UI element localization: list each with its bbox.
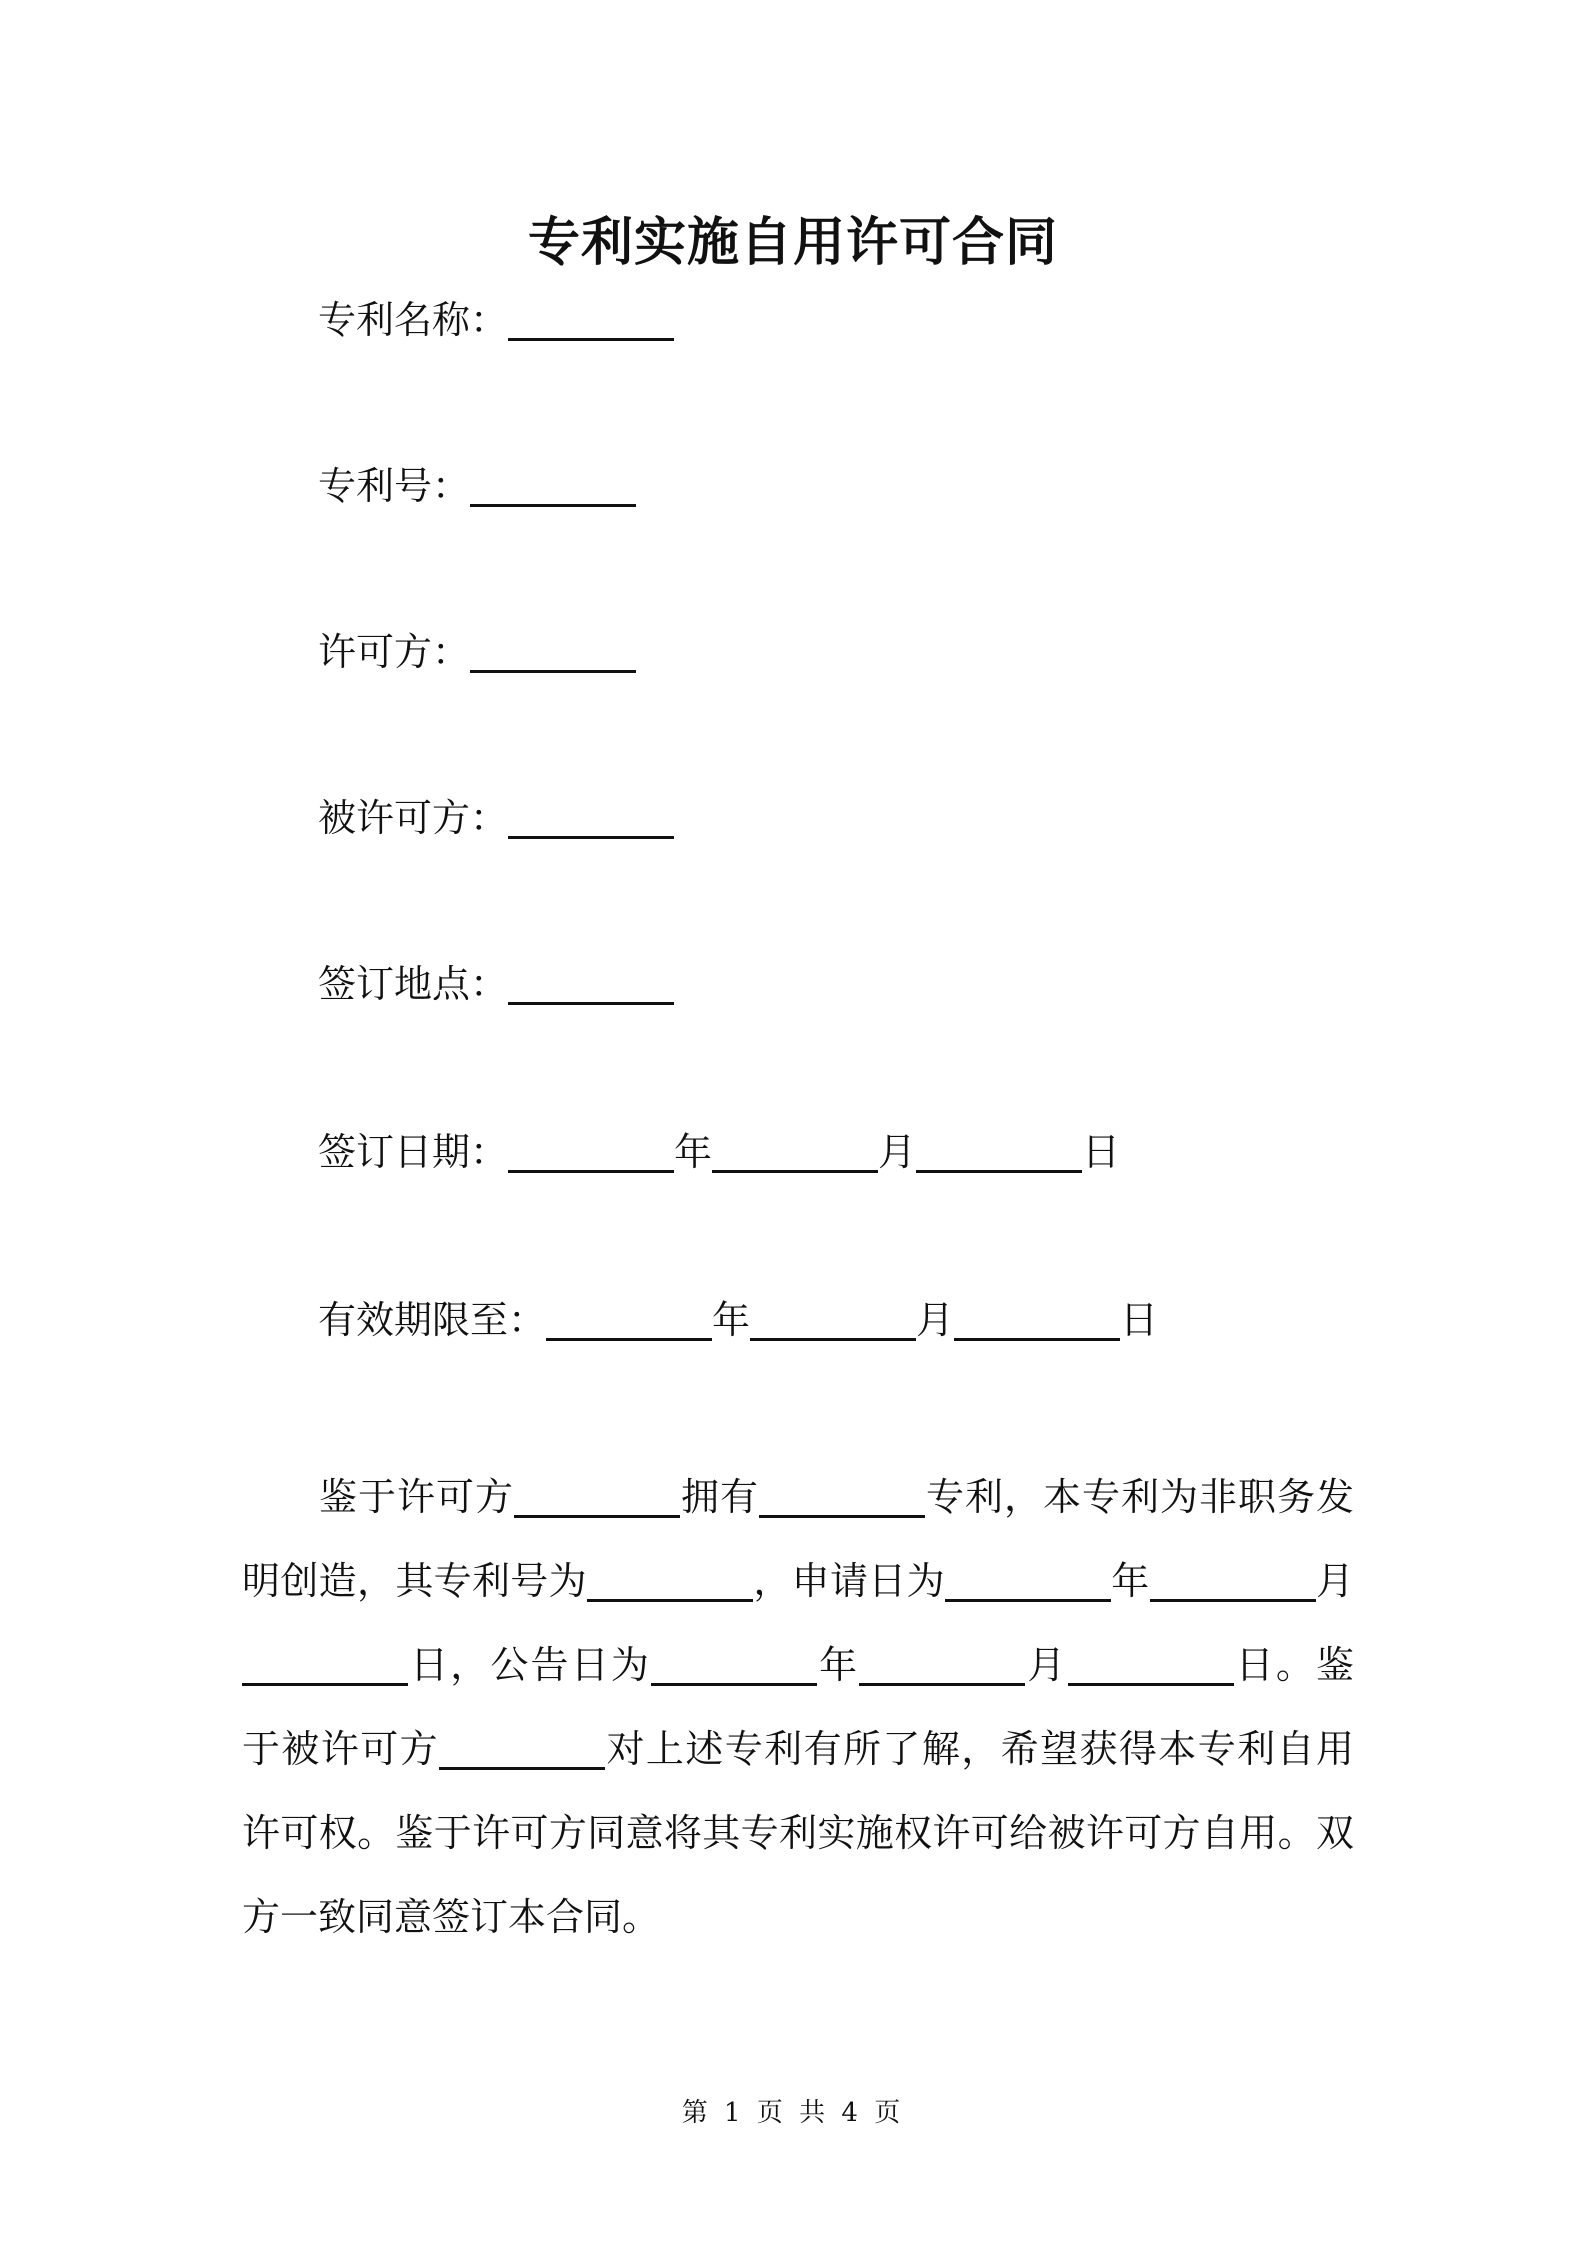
day-label: 日 <box>1082 1130 1121 1174</box>
field-label: 许可方： <box>318 630 471 674</box>
blank-line <box>759 1471 925 1518</box>
blank-line <box>470 460 636 507</box>
blank-line <box>546 1294 712 1341</box>
body-text-segment: 日。鉴于被许可方 <box>242 1643 1354 1771</box>
blank-line <box>508 1126 674 1173</box>
field-patent-name <box>318 290 674 350</box>
contract-preamble <box>242 1455 1354 1959</box>
blank-line <box>651 1639 817 1686</box>
field-signing-place <box>318 954 674 1014</box>
body-text-segment: 年 <box>816 1643 860 1687</box>
field-label: 被许可方： <box>318 796 509 840</box>
field-label: 有效期限至： <box>318 1298 547 1342</box>
month-label: 月 <box>916 1298 955 1342</box>
page-footer: 第 1 页 共 4 页 <box>681 2098 905 2128</box>
blank-line <box>508 294 674 341</box>
body-text-segment: 拥有 <box>680 1475 759 1519</box>
year-label: 年 <box>712 1298 751 1342</box>
field-label: 专利号： <box>318 464 471 508</box>
blank-line <box>587 1555 753 1602</box>
field-licensee <box>318 788 674 848</box>
body-text-segment: 月 <box>1025 1643 1068 1687</box>
field-licensor <box>318 622 636 682</box>
field-label: 签订日期： <box>318 1130 509 1174</box>
blank-line <box>712 1126 878 1173</box>
body-text-segment: 鉴于许可方 <box>318 1475 514 1519</box>
body-text-segment: 日，公告日为 <box>408 1643 651 1687</box>
blank-line <box>954 1294 1120 1341</box>
blank-line <box>439 1723 605 1770</box>
body-text-segment: ，申请日为 <box>752 1559 945 1603</box>
field-label: 签订地点： <box>318 962 509 1006</box>
body-text-segment: 年 <box>1110 1559 1150 1603</box>
blank-line <box>508 958 674 1005</box>
blank-line <box>1068 1639 1234 1686</box>
body-text-segment: 对上述专利有所了解，希望获得本专利自用许可权。鉴于许可方同意将其专利实施权许可给被许可方自用。双方一致同意签订本合同。 <box>242 1727 1354 1939</box>
year-label: 年 <box>674 1130 713 1174</box>
blank-line <box>945 1555 1111 1602</box>
field-signing-date <box>318 1122 1120 1182</box>
blank-line <box>514 1471 680 1518</box>
blank-line <box>1150 1555 1316 1602</box>
blank-line <box>750 1294 916 1341</box>
field-label: 专利名称： <box>318 298 509 342</box>
blank-line <box>242 1639 408 1686</box>
blank-line <box>470 626 636 673</box>
day-label: 日 <box>1120 1298 1159 1342</box>
body-text-segment: 专利，本专利为非职务发明创造，其专利号为 <box>242 1475 1354 1603</box>
body-text-segment: 月 <box>1315 1559 1354 1603</box>
month-label: 月 <box>878 1130 917 1174</box>
blank-line <box>859 1639 1025 1686</box>
document-title: 专利实施自用许可合同 <box>527 212 1058 273</box>
field-validity-date <box>318 1290 1158 1350</box>
blank-line <box>508 792 674 839</box>
blank-line <box>916 1126 1082 1173</box>
field-patent-number <box>318 456 636 516</box>
